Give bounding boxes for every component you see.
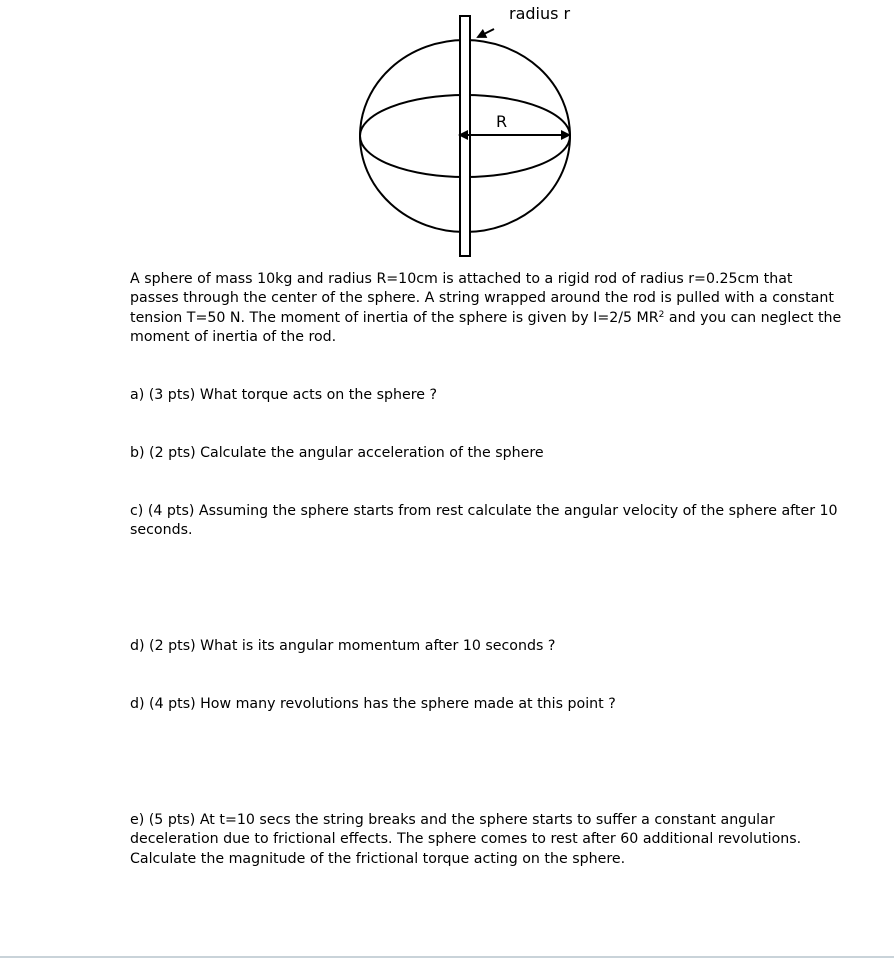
diagram-drawing [0, 0, 894, 265]
radius-r-pointer-arrow [478, 29, 494, 37]
question-d-revolutions [130, 695, 820, 714]
superscript-exponent: 2 [658, 309, 665, 320]
problem-line-text: tension T=50 N. The moment of inertia of the sphere is given by I=2/5 MR [130, 309, 659, 326]
question-d-momentum [130, 637, 820, 656]
question-text: d) (4 pts) How many revolutions has the sphere made at this point ? [130, 696, 616, 712]
problem-line [130, 309, 842, 328]
question-text: a) (3 pts) What torque acts on the sphere ? [130, 387, 438, 403]
sphere-rod-diagram [0, 0, 894, 265]
question-text: d) (2 pts) What is its angular momentum after 10 seconds ? [130, 638, 556, 654]
question-text: Calculate the magnitude of the frictional torque acting on the sphere. [130, 850, 626, 867]
rod-radius-label: radius r [509, 4, 571, 23]
question-text: deceleration due to frictional effects. The sphere comes to rest after 60 additional revolutions. [130, 831, 802, 848]
question-c [130, 502, 838, 541]
problem-line: A sphere of mass 10kg and radius R=10cm is attached to a rigid rod of radius r=0.25cm that [130, 271, 793, 287]
sphere-radius-label: R [496, 112, 508, 131]
question-a [130, 386, 820, 405]
problem-line: passes through the center of the sphere. A string wrapped around the rod is pulled with a constant [130, 290, 834, 307]
problem-line: moment of inertia of the rod. [130, 328, 337, 345]
question-b [130, 444, 820, 463]
problem-line-text: and you can neglect the [664, 309, 842, 326]
question-e [130, 811, 820, 869]
question-text: e) (5 pts) At t=10 secs the string breaks and the sphere starts to suffer a constant angular [130, 812, 775, 828]
problem-statement [130, 270, 842, 347]
question-text: seconds. [130, 522, 193, 539]
question-text: b) (2 pts) Calculate the angular acceleration of the sphere [130, 445, 544, 461]
question-text: c) (4 pts) Assuming the sphere starts from rest calculate the angular velocity of the sphere after 10 [130, 503, 838, 519]
